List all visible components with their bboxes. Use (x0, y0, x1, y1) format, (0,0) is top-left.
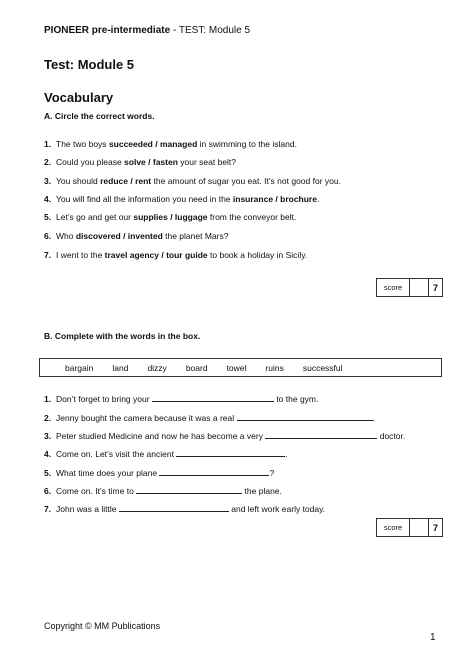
part-b-item (44, 448, 288, 459)
item-text-after: to the gym. (276, 394, 319, 404)
item-number: 4. (44, 449, 52, 459)
part-a-item (44, 212, 296, 222)
item-text-before: John was a little (56, 504, 117, 514)
score-input-cell[interactable] (410, 279, 429, 296)
word-box-item: board (185, 362, 208, 373)
item-text-before: Jenny bought the camera because it was a real (56, 413, 235, 423)
item-text-after: the amount of sugar you eat. It’s not good for you. (151, 176, 341, 186)
item-number: 6. (44, 486, 52, 496)
part-b-item (44, 485, 282, 496)
item-text-after: the plane. (244, 486, 282, 496)
score-max: 7 (432, 522, 438, 533)
score-input-cell[interactable] (410, 519, 429, 536)
score-max: 7 (432, 282, 438, 293)
item-number: 3. (44, 176, 52, 186)
word-box-item: bargain (65, 362, 94, 373)
part-b-item (44, 503, 325, 514)
part-a-instruction: A. Circle the correct words. (44, 111, 155, 121)
item-number: 2. (44, 157, 52, 167)
item-text-after: to book a holiday in Sicily. (207, 250, 308, 260)
word-box-item: dizzy (147, 362, 167, 373)
answer-blank[interactable] (119, 503, 229, 512)
item-number: 4. (44, 194, 52, 204)
item-text-before: Come on. Let’s visit the ancient (56, 449, 174, 459)
item-text-before: You should (56, 176, 101, 186)
word-choice[interactable]: succeeded / managed (108, 139, 198, 149)
word-choice[interactable]: travel agency / tour guide (104, 250, 208, 260)
part-a-item (44, 176, 341, 186)
score-label: score (377, 279, 410, 296)
item-text-before: Don’t forget to bring your (56, 394, 150, 404)
item-text-after: ? (269, 468, 275, 478)
item-number: 1. (44, 394, 52, 404)
item-text-before: Could you please (56, 157, 125, 167)
item-number: 7. (44, 250, 52, 260)
part-b-item (44, 412, 375, 423)
item-text-before: The two boys (56, 139, 109, 149)
header-suffix: - TEST: Module 5 (172, 25, 251, 36)
part-b-instruction: B. Complete with the words in the box. (44, 331, 201, 341)
answer-blank[interactable] (136, 485, 242, 494)
item-text-after: your seat belt? (177, 157, 237, 167)
item-text-after: doctor. (379, 431, 406, 441)
item-text-before: I went to the (56, 250, 105, 260)
item-text-after: . (316, 194, 320, 204)
answer-blank[interactable] (265, 430, 377, 439)
part-b-item (44, 467, 274, 478)
part-a-item (44, 157, 236, 167)
page-header (44, 25, 250, 36)
item-text-before: What time does your plane (56, 468, 158, 478)
item-number: 7. (44, 504, 52, 514)
item-text-before: Come on. It’s time to (56, 486, 134, 496)
word-box-item: land (112, 362, 129, 373)
item-number: 3. (44, 431, 52, 441)
item-text-after: the planet Mars? (162, 231, 229, 241)
item-number: 1. (44, 139, 52, 149)
answer-blank[interactable] (237, 412, 373, 421)
part-b-item (44, 393, 318, 404)
answer-blank[interactable] (176, 448, 288, 459)
word-choice[interactable]: supplies / luggage (133, 212, 208, 222)
word-choice[interactable]: solve / fasten (124, 157, 178, 167)
part-a-item (44, 250, 307, 260)
item-text-before: Who (56, 231, 76, 241)
word-box-item: ruins (265, 362, 284, 373)
word-choice[interactable]: reduce / rent (100, 176, 152, 186)
part-a-item (44, 139, 297, 149)
item-number: 5. (44, 212, 52, 222)
header-brand: PIONEER pre-intermediate (44, 25, 171, 36)
word-choice[interactable]: discovered / invented (75, 231, 163, 241)
part-b-item (44, 430, 405, 441)
item-number: 5. (44, 468, 52, 478)
item-text-before: You will find all the information you need in the (56, 194, 233, 204)
item-text-before: Peter studied Medicine and now he has become a very (56, 431, 263, 441)
word-box-item: towel (226, 362, 247, 373)
part-a-item (44, 194, 319, 204)
item-number: 2. (44, 413, 52, 423)
answer-blank[interactable] (152, 393, 274, 402)
item-text-after: and left work early today. (231, 504, 326, 514)
item-text-before: Let’s go and get our (56, 212, 134, 222)
item-text-after: . (285, 449, 288, 459)
item-text-after: from the conveyor belt. (207, 212, 297, 222)
word-box-item: successful (302, 362, 343, 373)
score-box-part-b (376, 518, 443, 537)
page-title: Test: Module 5 (44, 57, 135, 72)
part-a-item (44, 231, 228, 241)
answer-blank[interactable] (159, 467, 269, 476)
score-label: score (377, 519, 410, 536)
score-box-part-a (376, 278, 443, 297)
copyright-footer: Copyright © MM Publications (44, 621, 161, 631)
word-choice[interactable]: insurance / brochure (232, 194, 317, 204)
item-number: 6. (44, 231, 52, 241)
page-number: 1 (430, 632, 436, 643)
word-box (39, 358, 442, 377)
item-text-after: . (372, 413, 375, 423)
section-heading-vocabulary: Vocabulary (44, 90, 114, 105)
item-text-after: in swimming to the island. (197, 139, 297, 149)
